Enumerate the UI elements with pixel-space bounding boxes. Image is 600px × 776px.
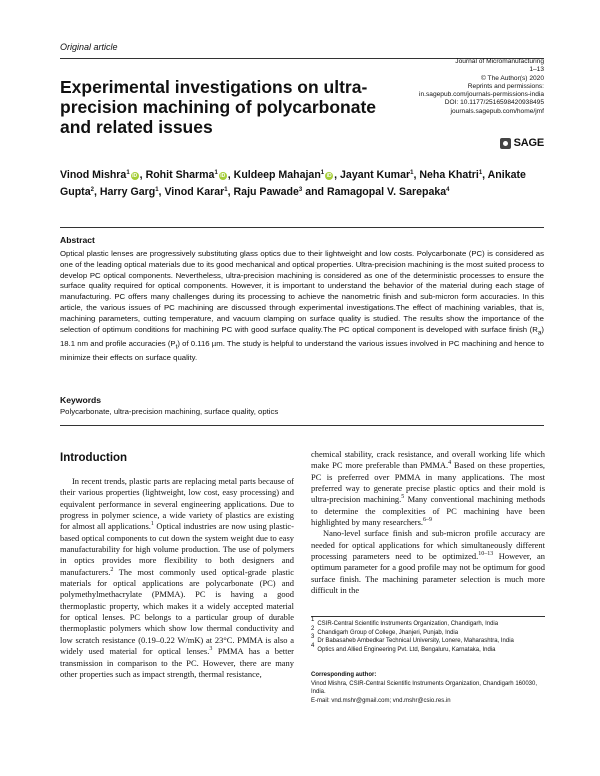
sage-logo-icon <box>500 138 511 149</box>
text-run: Based on these properties, PC is preferred over PMMA in many applications. The most preferred way to generate precise plastic optics and their mold is ultra-precision machining. <box>311 460 545 505</box>
text-run: PMMA has a better transmission in comparison to the PC. However, there are many other properties such as impact strength, thermal resistance, <box>60 646 294 679</box>
author-affiliation: 1 <box>478 170 483 176</box>
author-name: Neha Khatri <box>419 169 479 181</box>
affiliation-text: Optics and Allied Engineering Pvt. Ltd, Bengaluru, Karnataka, India <box>317 646 496 653</box>
author-affiliation: 4 <box>446 186 450 193</box>
abstract-sub-t: t <box>175 343 178 351</box>
journal-pages: 1–13 <box>529 66 544 74</box>
author-name: Harry Garg <box>99 185 156 198</box>
text-run: Nano-level surface finish and sub-micron profile accuracy are needed for optical applications for which simultaneously different processing parameters need to be optimized. <box>311 528 545 562</box>
authors-rule <box>60 227 544 228</box>
author[interactable] <box>419 169 482 181</box>
citation-ref[interactable]: 5 <box>401 494 405 501</box>
author[interactable] <box>234 169 334 181</box>
text-run: Many conventional machining methods to determine the complexities of PC machining have been highlighted by many researchers. <box>311 494 545 528</box>
affiliation-number: 4 <box>311 642 315 649</box>
affiliations <box>311 617 545 654</box>
corresponding-heading: Corresponding author: <box>311 672 377 678</box>
corresponding-text: Vinod Mishra, CSIR-Central Scientific Instruments Organization, Chandigarh 160030, India. <box>311 680 538 695</box>
reprints-link[interactable]: in.sagepub.com/journals-permissions-india <box>419 91 544 99</box>
affiliation-1 <box>311 617 545 629</box>
citation-ref[interactable]: 4 <box>448 460 452 467</box>
keywords-text: Polycarbonate, ultra-precision machining, surface quality, optics <box>60 407 279 416</box>
author-name: Vinod Karar <box>164 185 225 198</box>
intro-column-left <box>60 476 294 680</box>
author-affiliation: 1 <box>214 170 218 176</box>
author-name: Vinod Mishra <box>60 169 127 181</box>
article-type: Original article <box>60 42 118 52</box>
author-affiliation: 1 <box>126 170 130 176</box>
orcid-icon[interactable]: iD <box>326 173 332 179</box>
author-affiliation: 2 <box>90 186 94 193</box>
intro-paragraph-2 <box>311 528 545 596</box>
author-affiliation: 1 <box>224 186 228 193</box>
text-run: Optical industries are now using plastic-based optical components to cut down the system weight due to easy manufacturability for high volume production. The use of polymers in optics provides more flexibility to both designers and manufacturers. <box>60 521 294 577</box>
author[interactable] <box>60 169 140 181</box>
article-title: Experimental investigations on ultra-precision machining of polycarbonate and related issues <box>60 77 377 137</box>
abstract-text <box>60 249 544 364</box>
author-affiliation: 1 <box>320 170 325 176</box>
affiliation-3 <box>311 634 545 646</box>
author[interactable] <box>100 186 159 198</box>
affiliation-text: Chandigarh Group of College, Jhanjeri, Punjab, India <box>317 629 459 636</box>
author-affiliation: 1 <box>155 186 159 193</box>
affiliation-text: Dr Babasaheb Ambedkar Technical University, Lonere, Maharashtra, India <box>317 638 514 644</box>
affiliation-number: 1 <box>311 617 315 623</box>
reprints-label: Reprints and permissions: <box>467 82 544 90</box>
footnote-rule <box>311 616 545 617</box>
abstract-part3: ) of 0.116 µm. The study is helpful to understand the various issues involved in PC machining and hence to minimize their effects on surface quality. <box>60 338 544 363</box>
author-name: Rohit Sharma <box>145 169 215 181</box>
author[interactable] <box>234 186 303 198</box>
citation-ref[interactable]: 6–9 <box>423 517 432 524</box>
author-name: Raju Pawade <box>233 185 299 198</box>
author[interactable] <box>146 169 228 181</box>
journal-homepage-link[interactable]: journals.sagepub.com/home/jmf <box>450 107 544 115</box>
citation-ref[interactable]: 1 <box>150 521 154 528</box>
doi-link[interactable]: DOI: 10.1177/2516598420938495 <box>444 99 544 107</box>
author-name: Jayant Kumar <box>340 169 411 181</box>
affiliation-number: 2 <box>311 625 315 632</box>
journal-info <box>324 58 544 116</box>
author-affiliation: 3 <box>298 186 303 193</box>
author-name: Kuldeep Mahajan <box>233 169 321 181</box>
abstract-part2: ) 18.1 nm and profile accuracies (P <box>60 324 544 348</box>
author[interactable] <box>340 169 413 181</box>
affiliation-4 <box>311 642 545 655</box>
text-run: The most commonly used optical-grade plastic materials for optical applications are polycarbonate (PC) and polymethylmethacrylate (PMMA). PC is having a good thermoplastic property, which makes it a widely accepted material for optical lenses. PC belongs to a particular group of durable thermoplastic polymers which show low thermal conductivity and low scratch resistance (0.19–0.22 W/mK) at 23°C. PMMA is also a widely used material for optical lenses. <box>60 566 294 657</box>
text-run: chemical stability, crack resistance, and overall working life which make PC more preferable than PMMA. <box>311 449 545 471</box>
intro-column-right <box>311 449 545 596</box>
orcid-icon[interactable]: iD <box>132 173 138 179</box>
author-list: Vinod Mishra$^1$ iD , Rohit Sharma$^1$ iD , Kuldeep Mahajan$^1$ iD , Jayant Kumar$^1$, Neha Khatri$^1$, Anikate Gupta$^2$, Harry Garg$^1$, Vinod Karar$^1$, Raju Pawade$^3$ and Ramagopal V. Sarepaka$^4$ <box>60 169 526 198</box>
keywords-rule <box>60 425 544 426</box>
affiliation-text: CSIR-Central Scientific Instruments Organization, Chandigarh, India <box>317 621 499 627</box>
citation-ref[interactable]: 10–13 <box>478 551 494 558</box>
citation-ref[interactable]: 3 <box>209 646 213 653</box>
text-run: In recent trends, plastic parts are replacing metal parts because of their various properties (lightweight, low cost, easy processing) and equivalent performance in several engineering applications. Due to progress in polymer science, a wide variety of plastics are existing for almost all applications. <box>60 476 294 532</box>
corresponding-author <box>311 671 545 705</box>
introduction-heading: Introduction <box>60 452 128 464</box>
orcid-icon[interactable]: iD <box>220 173 226 179</box>
author[interactable] <box>327 186 450 198</box>
journal-name[interactable]: Journal of Micromanufacturing <box>455 58 544 65</box>
affiliation-number: 3 <box>311 634 315 640</box>
author-name: Ramagopal V. Sarepaka <box>326 185 447 198</box>
intro-paragraph-1 <box>60 476 294 680</box>
abstract-part1: Optical plastic lenses are progressively substituting glass optics due to their lightweight and low costs. Polycarbonate (PC) is considered as one of the leading optical materials due to its good mechanical and optical properties. Ultra-precision machining is the most suited process to develop PC optical components. Nevertheless, ultra-precision machining is considered as one of the deterministic processes to ensure the surface quality required for optical components. However, it is important to understand the behavior of the material during each stage of manufacturing. PC offers many challenges during its processing to achieve the nanometric finish and sub-micron form accuracies. In this article, the various issues of PC machining are discussed through experimental investigations.The effect of machining variables, that is, machining parameters, cutting temperature, and vacuum clamping on surface quality is studied. The results show the importance of the selection of optimum conditions for machining PC with good surface quality.The PC optical component is developed with surface finish (R <box>60 249 544 334</box>
sage-logo-text: SAGE <box>513 137 544 149</box>
author-affiliation: 1 <box>410 170 414 176</box>
corresponding-email[interactable]: E-mail: vnd.mshr@gmail.com; vnd.mshr@csio.res.in <box>311 697 451 704</box>
text-run: However, an optimum parameter for a good profile may not be optimum for good surface finish. The machining parameter selection is much more difficult in the <box>311 551 545 596</box>
author[interactable] <box>164 186 227 198</box>
abstract-heading: Abstract <box>60 235 95 245</box>
abstract-sub-a: a <box>537 329 542 337</box>
author-name: Anikate Gupta <box>60 169 526 198</box>
intro-paragraph-1-cont <box>311 449 545 528</box>
affiliation-2 <box>311 625 545 638</box>
sage-logo <box>500 137 544 149</box>
author-conjunction: and <box>305 185 325 198</box>
keywords-heading: Keywords <box>60 395 102 405</box>
citation-ref[interactable]: 2 <box>110 566 114 573</box>
journal-copyright: © The Author(s) 2020 <box>480 74 544 82</box>
